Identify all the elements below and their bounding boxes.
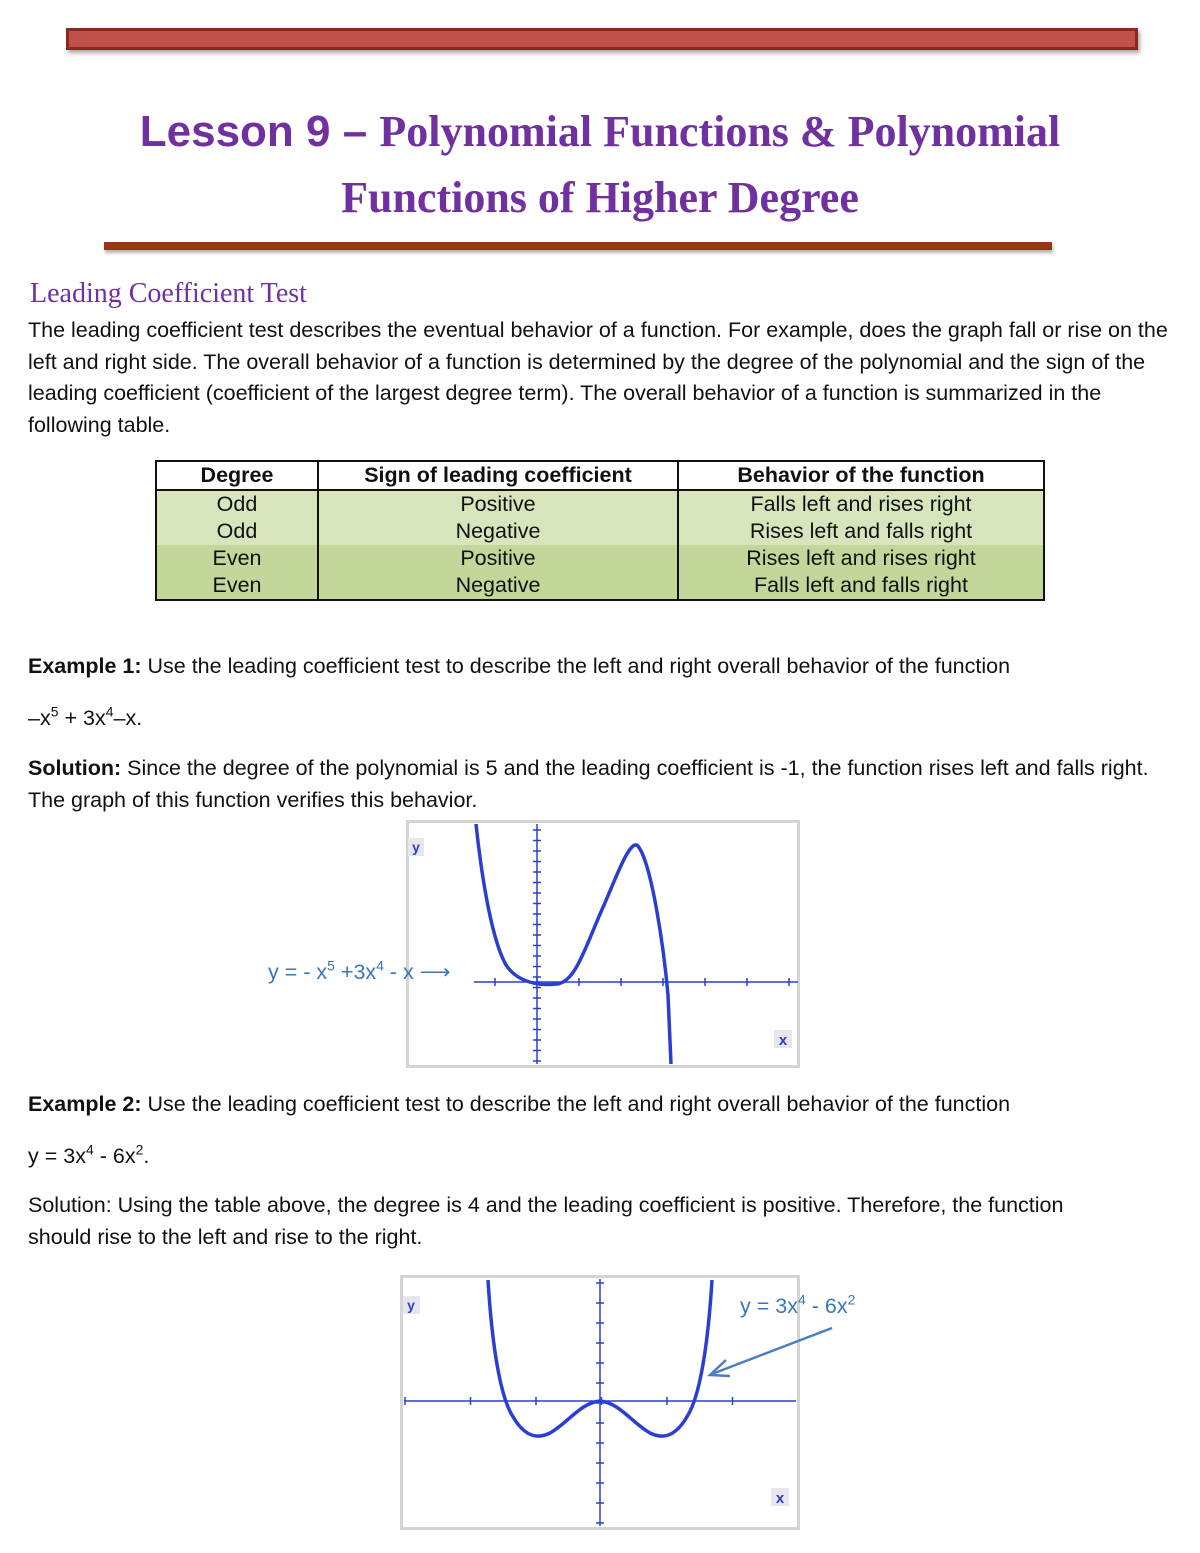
title-topic-line1: Polynomial Functions & Polynomial bbox=[379, 107, 1061, 156]
example1-label: Example 1: bbox=[28, 654, 142, 678]
example1-solution-text: Since the degree of the polynomial is 5 and the leading coefficient is -1, the function rises left and falls right. The graph of this function verifies this behavior. bbox=[28, 756, 1149, 812]
example1-solution-label: Solution: bbox=[28, 756, 122, 780]
table-cell: Even bbox=[156, 545, 318, 572]
fn-part: –x. bbox=[113, 706, 143, 730]
title-divider bbox=[104, 242, 1052, 250]
table-header: Sign of leading coefficient bbox=[318, 461, 678, 490]
ann-exponent: 4 bbox=[376, 957, 384, 974]
table-cell: Rises left and falls right bbox=[678, 518, 1044, 545]
table-row bbox=[156, 545, 1044, 572]
example2-curve-annotation bbox=[740, 1291, 856, 1319]
example2-text: Use the leading coefficient test to describe the left and right overall behavior of the function bbox=[141, 1092, 1011, 1116]
table-cell: Odd bbox=[156, 518, 318, 545]
fn-exponent: 4 bbox=[85, 1141, 94, 1158]
x-axis-label: x bbox=[775, 1490, 785, 1507]
y-axis-label: y bbox=[412, 839, 420, 855]
table-cell: Falls left and falls right bbox=[678, 572, 1044, 600]
example1-curve-annotation bbox=[268, 957, 451, 985]
example2-prompt bbox=[28, 1089, 1010, 1121]
x-axis-label: x bbox=[778, 1032, 788, 1049]
arrow-right-icon: ⟶ bbox=[419, 960, 451, 984]
table-cell: Positive bbox=[318, 490, 678, 518]
table-row bbox=[156, 572, 1044, 600]
arrow-left-icon bbox=[700, 1320, 840, 1380]
table-header: Behavior of the function bbox=[678, 461, 1044, 490]
fn-part: y = 3x bbox=[28, 1144, 86, 1168]
annotation-arrow-line bbox=[712, 1328, 832, 1374]
table-cell: Falls left and rises right bbox=[678, 490, 1044, 518]
fn-part: - 6x bbox=[93, 1144, 136, 1168]
example2-function bbox=[28, 1141, 149, 1173]
ann-part: +3x bbox=[334, 960, 377, 984]
example2-label: Example 2: bbox=[28, 1092, 142, 1116]
fn-exponent: 5 bbox=[50, 703, 59, 720]
fn-exponent: 2 bbox=[135, 1141, 144, 1158]
ann-exponent: 2 bbox=[847, 1291, 856, 1308]
fn-part: + 3x bbox=[58, 706, 106, 730]
fn-exponent: 4 bbox=[105, 703, 114, 720]
ann-part: y = - x bbox=[268, 960, 328, 984]
top-decorative-bar bbox=[66, 28, 1138, 50]
page-title bbox=[0, 104, 1200, 236]
table-cell: Negative bbox=[318, 518, 678, 545]
table-cell: Negative bbox=[318, 572, 678, 600]
table-cell: Odd bbox=[156, 490, 318, 518]
example1-graph bbox=[406, 820, 800, 1068]
title-lesson: Lesson 9 – bbox=[139, 107, 380, 156]
leading-coefficient-table bbox=[155, 460, 1045, 601]
table-row bbox=[156, 490, 1044, 518]
ann-part: - 6x bbox=[805, 1294, 848, 1318]
table-row bbox=[156, 518, 1044, 545]
ann-part: y = 3x bbox=[740, 1294, 798, 1318]
example2-solution: Solution: Using the table above, the degree is 4 and the leading coefficient is positive. Therefore, the function should rise to the left and rise to the right. bbox=[28, 1193, 1064, 1249]
example1-function bbox=[28, 703, 142, 735]
table-cell: Rises left and rises right bbox=[678, 545, 1044, 572]
table-header: Degree bbox=[156, 461, 318, 490]
y-axis-label: y bbox=[407, 1297, 415, 1313]
intro-paragraph: The leading coefficient test describes the eventual behavior of a function. For example, does the graph fall or rise on the left and right side. The overall behavior of a function is determined by the degree of the polynomial and the sign of the leading coefficient (coefficient of the largest degree term). The overall behavior of a function is summarized in the following table. bbox=[28, 318, 1168, 437]
ann-exponent: 4 bbox=[797, 1291, 806, 1308]
table-cell: Even bbox=[156, 572, 318, 600]
section-heading: Leading Coefficient Test bbox=[30, 278, 307, 309]
example1-solution bbox=[28, 753, 1178, 816]
example1-text: Use the leading coefficient test to describe the left and right overall behavior of the function bbox=[141, 654, 1011, 678]
table-cell: Positive bbox=[318, 545, 678, 572]
title-topic-line2: Functions of Higher Degree bbox=[341, 173, 859, 222]
ann-part: - x bbox=[383, 960, 420, 984]
example1-prompt bbox=[28, 651, 1010, 683]
table-header-row bbox=[156, 461, 1044, 490]
fn-part: –x bbox=[28, 706, 51, 730]
ann-exponent: 5 bbox=[327, 957, 335, 974]
example1-graph-svg bbox=[406, 820, 800, 1068]
graph-frame bbox=[408, 822, 799, 1067]
polynomial-curve bbox=[476, 824, 671, 1064]
fn-part: . bbox=[143, 1144, 150, 1168]
